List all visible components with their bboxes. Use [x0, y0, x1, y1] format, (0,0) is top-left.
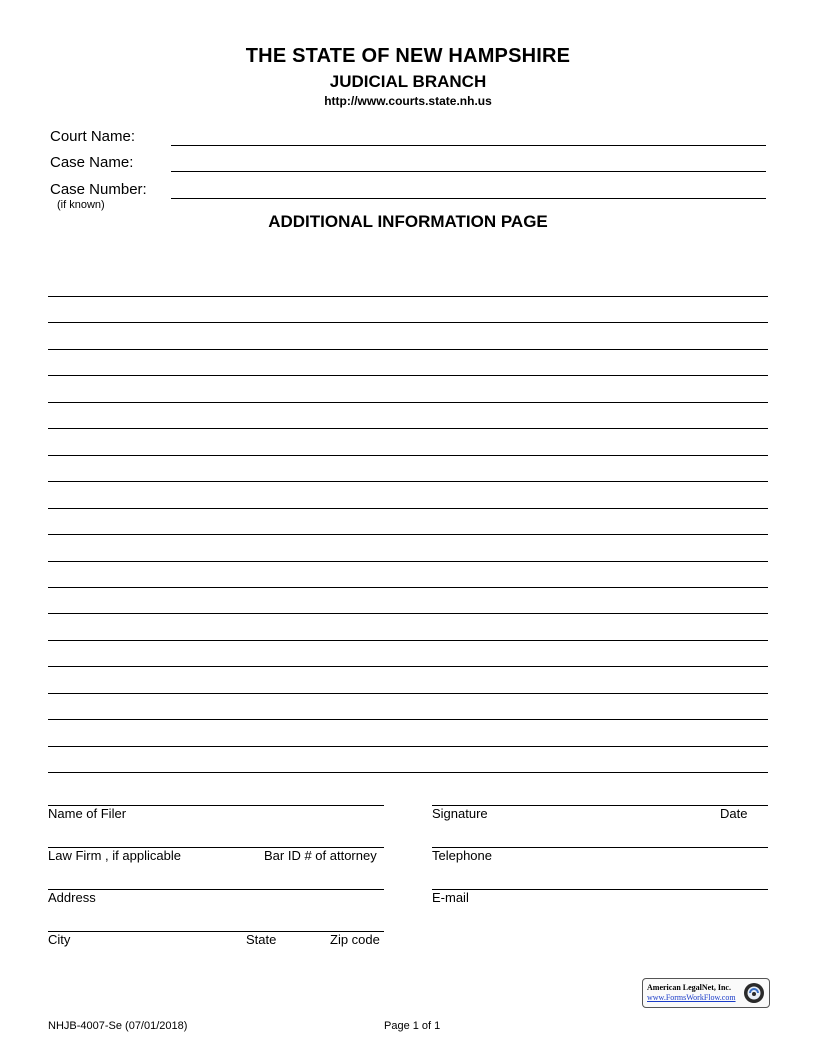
email-field[interactable]	[432, 889, 768, 890]
info-line[interactable]	[48, 587, 768, 588]
city-label: City	[48, 932, 71, 947]
logo-company: American LegalNet, Inc.	[647, 983, 731, 992]
info-line[interactable]	[48, 772, 768, 773]
address-field[interactable]	[48, 889, 384, 890]
form-id: NHJB-4007-Se (07/01/2018)	[48, 1020, 188, 1032]
bar-id-label: Bar ID # of attorney	[264, 848, 377, 863]
state-title: THE STATE OF NEW HAMPSHIRE	[245, 45, 571, 67]
state-label: State	[246, 932, 277, 947]
case-name-label: Case Name:	[50, 154, 134, 171]
telephone-label: Telephone	[432, 848, 492, 863]
info-line[interactable]	[48, 296, 768, 297]
info-line[interactable]	[48, 746, 768, 747]
case-number-field[interactable]	[171, 198, 766, 199]
branch-title: JUDICIAL BRANCH	[329, 72, 487, 91]
case-number-label: Case Number:	[50, 181, 147, 198]
info-line[interactable]	[48, 349, 768, 350]
court-name-label: Court Name:	[50, 128, 136, 145]
page-number: Page 1 of 1	[384, 1020, 441, 1032]
info-line[interactable]	[48, 428, 768, 429]
date-label: Date	[720, 806, 748, 821]
info-line[interactable]	[48, 402, 768, 403]
info-line[interactable]	[48, 534, 768, 535]
info-line[interactable]	[48, 481, 768, 482]
info-line[interactable]	[48, 719, 768, 720]
if-known-note: (if known)	[57, 199, 105, 211]
american-legalnet-logo[interactable]	[642, 978, 770, 1008]
court-name-field[interactable]	[171, 145, 766, 146]
zip-label: Zip code	[330, 932, 380, 947]
info-line[interactable]	[48, 375, 768, 376]
law-firm-label: Law Firm , if applicable	[48, 848, 181, 863]
info-line[interactable]	[48, 455, 768, 456]
case-name-field[interactable]	[171, 171, 766, 172]
info-line[interactable]	[48, 508, 768, 509]
name-of-filer-label: Name of Filer	[48, 806, 127, 821]
info-line[interactable]	[48, 666, 768, 667]
form-title: ADDITIONAL INFORMATION PAGE	[268, 212, 548, 231]
address-label: Address	[48, 890, 96, 905]
info-line[interactable]	[48, 613, 768, 614]
info-line[interactable]	[48, 322, 768, 323]
legalnet-globe-icon	[743, 982, 765, 1004]
email-label: E-mail	[432, 890, 469, 905]
signature-label: Signature	[432, 806, 488, 821]
info-line[interactable]	[48, 561, 768, 562]
courts-url: http://www.courts.state.nh.us	[324, 94, 492, 108]
info-line[interactable]	[48, 640, 768, 641]
info-line[interactable]	[48, 693, 768, 694]
logo-site-link[interactable]: www.FormsWorkFlow.com	[647, 993, 736, 1002]
